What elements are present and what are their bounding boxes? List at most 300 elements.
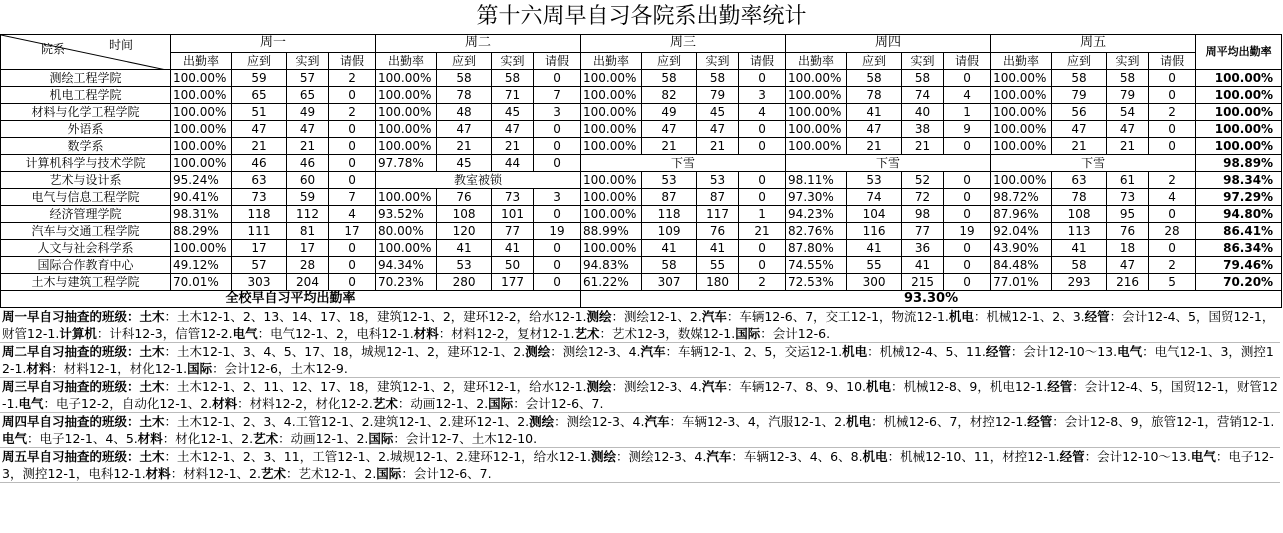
table-row — [1, 189, 1282, 206]
expected-cell: 78 — [437, 87, 492, 104]
note-text: ：测绘12-3、4. — [550, 344, 641, 359]
note-text: ：测绘12-3、4. — [616, 449, 707, 464]
note-label: 电气 — [232, 326, 258, 341]
weekly-avg-cell: 86.34% — [1196, 240, 1282, 257]
rate-cell: 98.11% — [786, 172, 847, 189]
expected-cell: 78 — [1052, 189, 1107, 206]
leave-cell: 0 — [944, 172, 991, 189]
note-text: ：艺术12-1、2. — [286, 466, 377, 481]
present-cell: 45 — [492, 104, 534, 121]
note-text: ：会计12-6，土木12-9. — [212, 361, 348, 376]
leave-cell: 1 — [944, 104, 991, 121]
note-text: ：电气12-1、2，电科12-1. — [257, 326, 414, 341]
note-text: ：会计12-6、7. — [513, 396, 604, 411]
note-text: ：会计12-4、5，国贸12-1，财管12-1. — [2, 379, 1278, 411]
rate-cell: 98.72% — [991, 189, 1052, 206]
leave-cell: 2 — [1149, 172, 1196, 189]
weekly-avg-cell: 70.20% — [1196, 274, 1282, 291]
note-text: ：车辆12-1、2、5，交运12-1. — [665, 344, 843, 359]
note-label: 材料 — [26, 361, 52, 376]
rate-cell: 94.23% — [786, 206, 847, 223]
present-cell: 72 — [902, 189, 944, 206]
note-label: 汽车 — [644, 414, 670, 429]
present-cell: 41 — [492, 240, 534, 257]
day-note-cell: 下雪 — [991, 155, 1196, 172]
note-text: ：土木12-1、2、3、11，工管12-1、2.城规12-1、2.建环12-1，给水12-1. — [164, 449, 592, 464]
attendance-table — [0, 34, 1282, 308]
time-header-label: 时间 — [109, 38, 134, 52]
present-cell: 87 — [697, 189, 739, 206]
note-paragraph — [0, 448, 1280, 483]
rate-cell: 97.30% — [786, 189, 847, 206]
leave-cell: 7 — [534, 87, 581, 104]
sub-header-cell: 请假 — [944, 52, 991, 70]
rate-cell: 94.34% — [376, 257, 437, 274]
note-label: 材料 — [413, 326, 439, 341]
dept-name-cell: 国际合作教育中心 — [1, 257, 171, 274]
rate-cell: 95.24% — [171, 172, 232, 189]
expected-cell: 109 — [642, 223, 697, 240]
leave-cell: 0 — [1149, 121, 1196, 138]
weekly-avg-cell: 100.00% — [1196, 121, 1282, 138]
note-label: 土木 — [139, 379, 165, 394]
note-label: 经管 — [1047, 379, 1073, 394]
sub-header-cell: 请假 — [534, 52, 581, 70]
rate-cell: 97.78% — [376, 155, 437, 172]
rate-cell: 100.00% — [991, 104, 1052, 121]
present-cell: 215 — [902, 274, 944, 291]
expected-cell: 108 — [437, 206, 492, 223]
note-text: ：机械12-10、11，材控12-1. — [887, 449, 1060, 464]
table-row — [1, 274, 1282, 291]
note-label: 周五早自习抽查的班级： — [2, 449, 140, 464]
note-text: ：会计12-10～13. — [1010, 344, 1118, 359]
note-label: 国际 — [187, 361, 213, 376]
table-row — [1, 240, 1282, 257]
note-text: ：车辆12-3、4、6、8. — [731, 449, 863, 464]
present-cell: 76 — [697, 223, 739, 240]
rate-cell: 93.52% — [376, 206, 437, 223]
present-cell: 73 — [492, 189, 534, 206]
present-cell: 47 — [1107, 257, 1149, 274]
leave-cell: 0 — [1149, 206, 1196, 223]
rate-cell: 100.00% — [581, 104, 642, 121]
rate-cell: 88.99% — [581, 223, 642, 240]
rate-cell: 84.48% — [991, 257, 1052, 274]
week-header-mon: 周一 — [171, 35, 376, 53]
note-label: 材料 — [145, 466, 171, 481]
note-text: ：测绘12-1、2. — [611, 309, 702, 324]
leave-cell: 0 — [944, 274, 991, 291]
rate-cell: 77.01% — [991, 274, 1052, 291]
rate-cell: 100.00% — [991, 138, 1052, 155]
note-paragraph — [0, 308, 1280, 343]
expected-cell: 47 — [642, 121, 697, 138]
dept-name-cell: 计算机科学与技术学院 — [1, 155, 171, 172]
note-text: ：土木12-1、3、4、5、17、18，城规12-1、2，建环12-1、2. — [164, 344, 526, 359]
note-text: ：会计12-6. — [760, 326, 831, 341]
sub-header-cell: 出勤率 — [171, 52, 232, 70]
sub-header-cell: 应到 — [437, 52, 492, 70]
note-label: 测绘 — [591, 449, 617, 464]
present-cell: 36 — [902, 240, 944, 257]
present-cell: 79 — [1107, 87, 1149, 104]
leave-cell: 0 — [329, 155, 376, 172]
leave-cell: 0 — [1149, 138, 1196, 155]
rate-cell: 100.00% — [171, 240, 232, 257]
leave-cell: 7 — [329, 189, 376, 206]
rate-cell: 43.90% — [991, 240, 1052, 257]
note-text: ：电气12-1、3，测控12-1. — [2, 344, 1274, 376]
expected-cell: 21 — [642, 138, 697, 155]
dept-name-cell: 数学系 — [1, 138, 171, 155]
present-cell: 58 — [492, 70, 534, 87]
expected-cell: 17 — [232, 240, 287, 257]
expected-cell: 58 — [1052, 70, 1107, 87]
present-cell: 54 — [1107, 104, 1149, 121]
rate-cell: 74.55% — [786, 257, 847, 274]
note-paragraph — [0, 343, 1280, 378]
leave-cell: 3 — [534, 104, 581, 121]
note-label: 测绘 — [529, 414, 555, 429]
note-text: ：会计12-4、5，国贸12-1，财管12-1. — [2, 309, 1275, 341]
present-cell: 76 — [1107, 223, 1149, 240]
note-text: ：材化12-1、2. — [162, 431, 254, 446]
page-title: 第十六周早自习各院系出勤率统计 — [476, 4, 807, 29]
note-label: 测绘 — [586, 309, 612, 324]
expected-cell: 49 — [642, 104, 697, 121]
rate-cell: 100.00% — [581, 189, 642, 206]
present-cell: 47 — [492, 121, 534, 138]
note-text: ：艺术12-3，数媒12-1. — [599, 326, 736, 341]
dept-name-cell: 经济管理学院 — [1, 206, 171, 223]
expected-cell: 51 — [232, 104, 287, 121]
note-label: 土木 — [139, 309, 165, 324]
note-label: 艺术 — [260, 466, 286, 481]
rate-cell: 100.00% — [581, 240, 642, 257]
weekly-avg-cell: 94.80% — [1196, 206, 1282, 223]
present-cell: 73 — [1107, 189, 1149, 206]
note-text: ：电子12-1、4、5. — [27, 431, 138, 446]
expected-cell: 41 — [847, 104, 902, 121]
rate-cell: 100.00% — [376, 138, 437, 155]
weekly-avg-cell: 100.00% — [1196, 70, 1282, 87]
rate-cell: 100.00% — [581, 87, 642, 104]
expected-cell: 111 — [232, 223, 287, 240]
rate-cell: 100.00% — [991, 87, 1052, 104]
note-text: ：车辆12-7、8、9、10. — [726, 379, 866, 394]
rate-cell: 87.96% — [991, 206, 1052, 223]
note-label: 国际 — [376, 466, 402, 481]
sub-header-cell: 请假 — [1149, 52, 1196, 70]
present-cell: 21 — [287, 138, 329, 155]
leave-cell: 2 — [1149, 104, 1196, 121]
expected-cell: 300 — [847, 274, 902, 291]
note-text: ：电子12-3，测控12-1，电科12-1. — [2, 449, 1274, 481]
rate-cell: 100.00% — [581, 172, 642, 189]
rate-cell: 70.23% — [376, 274, 437, 291]
sub-header-cell: 实到 — [697, 52, 739, 70]
expected-cell: 21 — [847, 138, 902, 155]
rate-cell: 100.00% — [786, 121, 847, 138]
present-cell: 21 — [902, 138, 944, 155]
leave-cell: 1 — [739, 206, 786, 223]
sub-header-cell: 出勤率 — [991, 52, 1052, 70]
note-text: ：材料12-2，材化12-2. — [237, 396, 373, 411]
expected-cell: 53 — [847, 172, 902, 189]
present-cell: 18 — [1107, 240, 1149, 257]
present-cell: 95 — [1107, 206, 1149, 223]
leave-cell: 2 — [329, 70, 376, 87]
present-cell: 41 — [902, 257, 944, 274]
rate-cell: 49.12% — [171, 257, 232, 274]
present-cell: 47 — [697, 121, 739, 138]
expected-cell: 47 — [437, 121, 492, 138]
present-cell: 47 — [1107, 121, 1149, 138]
leave-cell: 2 — [329, 104, 376, 121]
present-cell: 50 — [492, 257, 534, 274]
note-text: ：机械12-1、2、3. — [973, 309, 1085, 324]
leave-cell: 0 — [739, 172, 786, 189]
table-row — [1, 257, 1282, 274]
note-label: 电气 — [18, 396, 44, 411]
present-cell: 204 — [287, 274, 329, 291]
summary-row — [1, 291, 1282, 308]
expected-cell: 82 — [642, 87, 697, 104]
expected-cell: 41 — [1052, 240, 1107, 257]
week-header-tue: 周二 — [376, 35, 581, 53]
weekly-avg-cell: 98.89% — [1196, 155, 1282, 172]
present-cell: 21 — [697, 138, 739, 155]
note-text: ：机械12-8、9，机电12-1. — [891, 379, 1048, 394]
present-cell: 177 — [492, 274, 534, 291]
note-text: ：材料12-1、2. — [170, 466, 261, 481]
note-label: 经管 — [985, 344, 1011, 359]
expected-cell: 46 — [232, 155, 287, 172]
expected-cell: 73 — [232, 189, 287, 206]
leave-cell: 28 — [1149, 223, 1196, 240]
dept-name-cell: 汽车与交通工程学院 — [1, 223, 171, 240]
leave-cell: 0 — [944, 189, 991, 206]
expected-cell: 118 — [642, 206, 697, 223]
leave-cell: 0 — [739, 121, 786, 138]
expected-cell: 47 — [232, 121, 287, 138]
school-avg-value: 93.30% — [581, 291, 1282, 308]
note-label: 机电 — [866, 379, 892, 394]
note-label: 计算机 — [59, 326, 97, 341]
diagonal-line — [1, 35, 171, 70]
table-row — [1, 104, 1282, 121]
school-avg-label: 全校早自习平均出勤率 — [1, 291, 581, 308]
expected-cell: 56 — [1052, 104, 1107, 121]
rate-cell: 100.00% — [581, 70, 642, 87]
note-paragraph — [0, 378, 1280, 413]
note-label: 材料 — [212, 396, 238, 411]
expected-cell: 59 — [232, 70, 287, 87]
note-label: 汽车 — [701, 379, 727, 394]
leave-cell: 0 — [739, 189, 786, 206]
present-cell: 58 — [902, 70, 944, 87]
expected-cell: 53 — [437, 257, 492, 274]
rate-cell: 90.41% — [171, 189, 232, 206]
expected-cell: 76 — [437, 189, 492, 206]
expected-cell: 79 — [1052, 87, 1107, 104]
week-header-wed: 周三 — [581, 35, 786, 53]
note-label: 艺术 — [253, 431, 279, 446]
day-note-cell: 教室被锁 — [376, 172, 581, 189]
leave-cell: 0 — [1149, 70, 1196, 87]
present-cell: 98 — [902, 206, 944, 223]
expected-cell: 108 — [1052, 206, 1107, 223]
sub-header-cell: 应到 — [847, 52, 902, 70]
table-row — [1, 70, 1282, 87]
expected-cell: 116 — [847, 223, 902, 240]
dept-name-cell: 外语系 — [1, 121, 171, 138]
present-cell: 21 — [492, 138, 534, 155]
rate-cell: 100.00% — [786, 70, 847, 87]
rate-cell: 100.00% — [171, 138, 232, 155]
sub-header-cell: 请假 — [329, 52, 376, 70]
leave-cell: 4 — [739, 104, 786, 121]
leave-cell: 19 — [534, 223, 581, 240]
rate-cell: 61.22% — [581, 274, 642, 291]
note-text: ：动画12-1、2. — [397, 396, 489, 411]
note-text: ：材料12-1，材化12-1. — [51, 361, 188, 376]
note-label: 机电 — [862, 449, 888, 464]
leave-cell: 0 — [944, 70, 991, 87]
present-cell: 57 — [287, 70, 329, 87]
note-label: 测绘 — [525, 344, 551, 359]
rate-cell: 80.00% — [376, 223, 437, 240]
note-label: 经管 — [1059, 449, 1085, 464]
expected-cell: 303 — [232, 274, 287, 291]
present-cell: 60 — [287, 172, 329, 189]
present-cell: 77 — [902, 223, 944, 240]
leave-cell: 0 — [534, 257, 581, 274]
rate-cell: 100.00% — [376, 87, 437, 104]
leave-cell: 0 — [534, 70, 581, 87]
note-label: 国际 — [488, 396, 514, 411]
present-cell: 49 — [287, 104, 329, 121]
leave-cell: 0 — [1149, 87, 1196, 104]
leave-cell: 0 — [534, 206, 581, 223]
note-text: ：测绘12-3、4. — [611, 379, 702, 394]
leave-cell: 0 — [534, 240, 581, 257]
expected-cell: 57 — [232, 257, 287, 274]
expected-cell: 47 — [1052, 121, 1107, 138]
leave-cell: 0 — [534, 121, 581, 138]
note-label: 汽车 — [706, 449, 732, 464]
expected-cell: 104 — [847, 206, 902, 223]
sub-header-cell: 请假 — [739, 52, 786, 70]
table-row — [1, 172, 1282, 189]
leave-cell: 0 — [739, 257, 786, 274]
rate-cell: 92.04% — [991, 223, 1052, 240]
note-label: 周四早自习抽查的班级： — [2, 414, 140, 429]
rate-cell: 82.76% — [786, 223, 847, 240]
note-text: ：会计12-10～13. — [1084, 449, 1191, 464]
dept-name-cell: 机电工程学院 — [1, 87, 171, 104]
sub-header-cell: 出勤率 — [581, 52, 642, 70]
rate-cell: 100.00% — [581, 138, 642, 155]
table-row — [1, 206, 1282, 223]
note-text: ：土木12-1、2、11、12、17、18，建筑12-1、2，建环12-1，给水12-1. — [164, 379, 587, 394]
present-cell: 59 — [287, 189, 329, 206]
expected-cell: 48 — [437, 104, 492, 121]
note-label: 周一早自习抽查的班级： — [2, 309, 140, 324]
weekly-avg-cell: 98.34% — [1196, 172, 1282, 189]
expected-cell: 120 — [437, 223, 492, 240]
note-label: 土木 — [139, 414, 165, 429]
sub-header-cell: 实到 — [902, 52, 944, 70]
rate-cell: 100.00% — [376, 104, 437, 121]
note-label: 土木 — [139, 449, 165, 464]
rate-cell: 100.00% — [376, 121, 437, 138]
expected-cell: 21 — [232, 138, 287, 155]
leave-cell: 3 — [534, 189, 581, 206]
note-label: 经管 — [1027, 414, 1053, 429]
present-cell: 53 — [697, 172, 739, 189]
expected-cell: 118 — [232, 206, 287, 223]
present-cell: 58 — [697, 70, 739, 87]
note-label: 电气 — [1190, 449, 1216, 464]
present-cell: 216 — [1107, 274, 1149, 291]
sub-header-cell: 实到 — [287, 52, 329, 70]
rate-cell: 100.00% — [376, 189, 437, 206]
expected-cell: 65 — [232, 87, 287, 104]
rate-cell: 100.00% — [171, 87, 232, 104]
note-text: ：计科12-3，信管12-2. — [96, 326, 233, 341]
sub-header-cell: 应到 — [1052, 52, 1107, 70]
note-text: ：会计12-8、9，旅管12-1，营销12-1. — [1052, 414, 1275, 429]
expected-cell: 307 — [642, 274, 697, 291]
expected-cell: 113 — [1052, 223, 1107, 240]
weekly-avg-cell: 97.29% — [1196, 189, 1282, 206]
expected-cell: 45 — [437, 155, 492, 172]
present-cell: 81 — [287, 223, 329, 240]
present-cell: 79 — [697, 87, 739, 104]
leave-cell: 0 — [944, 138, 991, 155]
rate-cell: 100.00% — [581, 206, 642, 223]
table-row — [1, 87, 1282, 104]
note-label: 周二早自习抽查的班级： — [2, 344, 140, 359]
rate-cell: 100.00% — [376, 70, 437, 87]
corner-header-cell — [1, 35, 171, 70]
note-label: 汽车 — [640, 344, 666, 359]
week-header-fri: 周五 — [991, 35, 1196, 53]
rate-cell: 72.53% — [786, 274, 847, 291]
note-text: ：电子12-2，自动化12-1、2. — [43, 396, 213, 411]
expected-cell: 87 — [642, 189, 697, 206]
rate-cell: 100.00% — [991, 70, 1052, 87]
leave-cell: 0 — [329, 121, 376, 138]
leave-cell: 9 — [944, 121, 991, 138]
note-text: ：机械12-6、7，材控12-1. — [871, 414, 1028, 429]
present-cell: 41 — [697, 240, 739, 257]
note-label: 电气 — [2, 431, 28, 446]
present-cell: 44 — [492, 155, 534, 172]
rate-cell: 100.00% — [171, 104, 232, 121]
present-cell: 46 — [287, 155, 329, 172]
note-text: ：土木12-1、2、13、14、17、18，建筑12-1、2，建环12-2，给水12-1. — [164, 309, 587, 324]
day-note-cell: 下雪 — [581, 155, 786, 172]
present-cell: 101 — [492, 206, 534, 223]
note-label: 经管 — [1084, 309, 1110, 324]
present-cell: 71 — [492, 87, 534, 104]
leave-cell: 0 — [329, 274, 376, 291]
present-cell: 28 — [287, 257, 329, 274]
present-cell: 77 — [492, 223, 534, 240]
